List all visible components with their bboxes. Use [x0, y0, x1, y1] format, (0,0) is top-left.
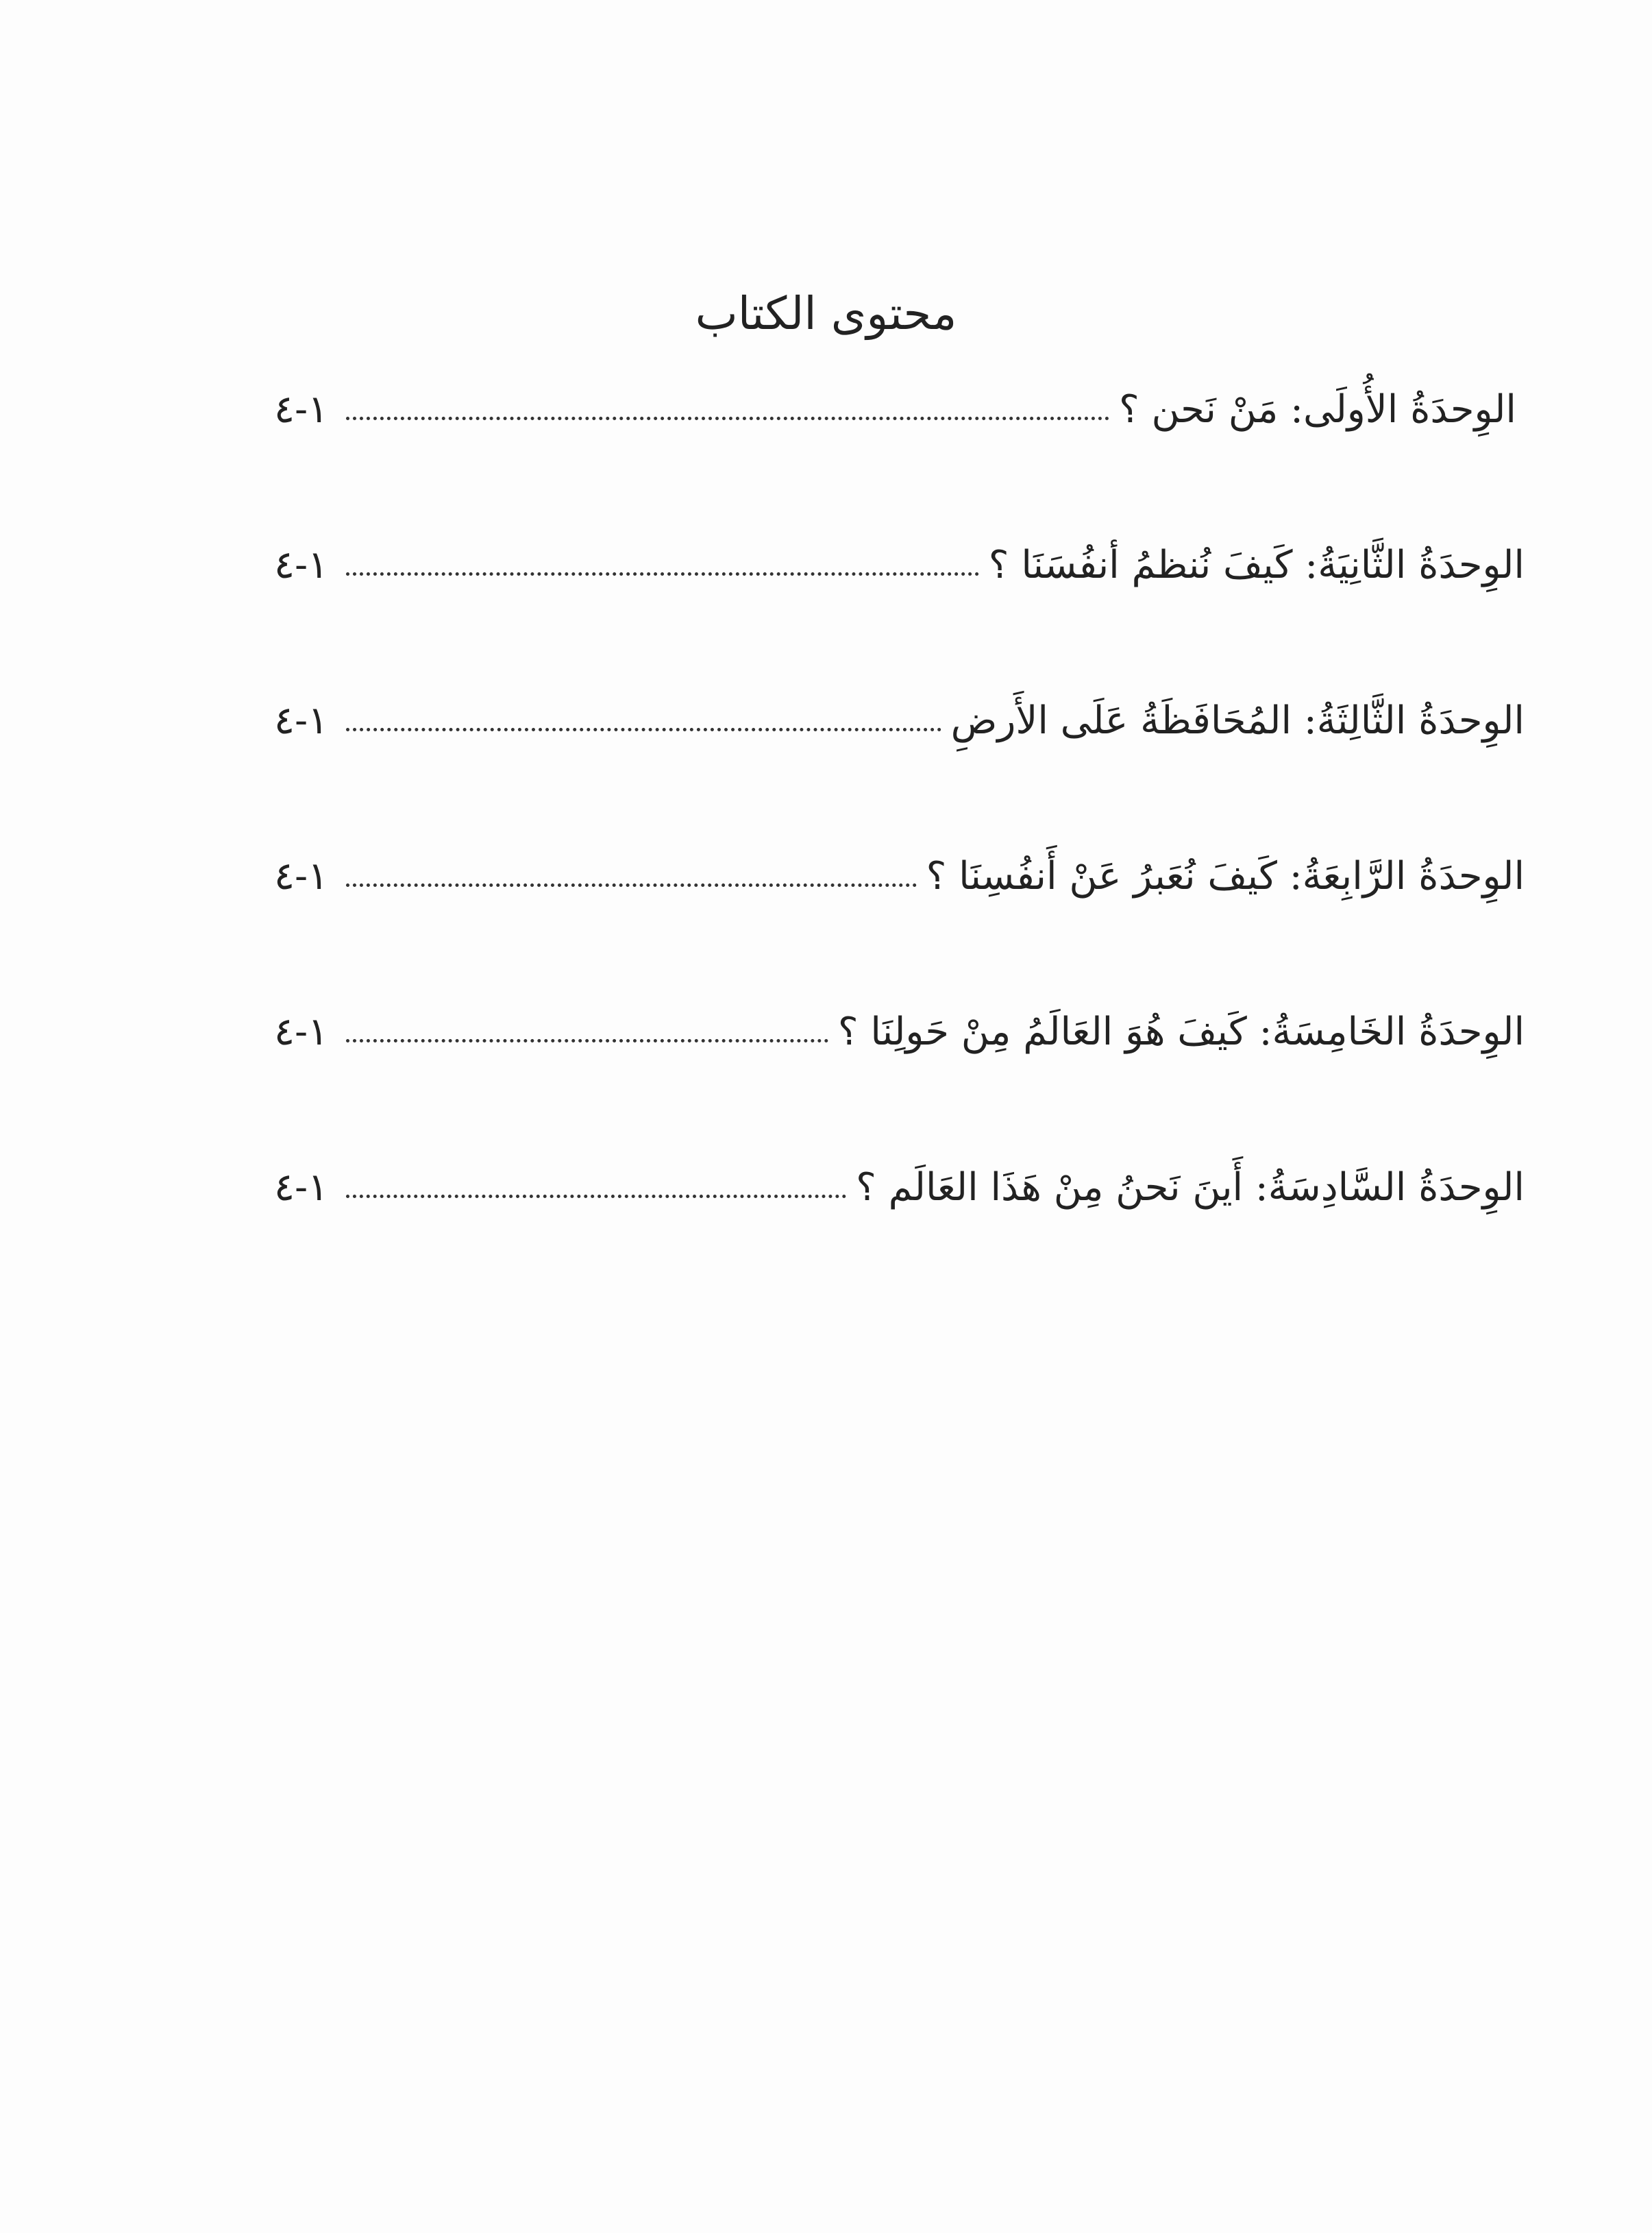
toc-entry-page-range: ١-٤ — [274, 698, 329, 744]
toc-entry-label: الوِحدَةُ الخَامِسَةُ: كَيفَ هُوَ العَالَمُ مِنْ حَولِنَا ؟ — [837, 1010, 1525, 1055]
toc-entry-label: الوِحدَةُ الرَّابِعَةُ: كَيفَ نُعَبرُ عَنْ أَنفُسِنَا ؟ — [926, 854, 1525, 899]
toc-entry-unit-3[interactable] — [274, 685, 1525, 746]
toc-entry-label: الوِحدَةُ السَّادِسَةُ: أَينَ نَحنُ مِنْ هَذَا العَالَم ؟ — [856, 1165, 1525, 1210]
toc-title: محتوى الكتاب — [695, 287, 957, 340]
toc-entry-unit-6[interactable] — [274, 1151, 1525, 1213]
dot-leader — [346, 883, 917, 887]
toc-entry-page-range: ١-٤ — [274, 387, 329, 432]
toc-entry-page-range: ١-٤ — [274, 1010, 329, 1055]
toc-entry-label: الوِحدَةُ الثَّالِثَةُ: المُحَافَظَةُ عَلَى الأَرضِ — [950, 698, 1525, 744]
toc-entry-unit-4[interactable] — [274, 840, 1525, 902]
dot-leader — [346, 417, 1109, 420]
dot-leader — [346, 1039, 828, 1042]
toc-entry-unit-2[interactable] — [274, 529, 1525, 591]
toc-entry-unit-1[interactable] — [274, 374, 1525, 435]
dot-leader — [346, 572, 979, 576]
toc-entry-label: الوِحدَةُ الأُولَى: مَنْ نَحن ؟ — [1119, 387, 1516, 432]
toc-entry-page-range: ١-٤ — [274, 543, 329, 588]
toc-list — [274, 374, 1525, 1307]
toc-entry-unit-5[interactable] — [274, 996, 1525, 1058]
toc-entry-page-range: ١-٤ — [274, 1165, 329, 1210]
dot-leader — [346, 728, 941, 731]
dot-leader — [346, 1195, 846, 1198]
toc-entry-page-range: ١-٤ — [274, 854, 329, 899]
toc-entry-label: الوِحدَةُ الثَّانِيَةُ: كَيفَ نُنظمُ أنفُسَنَا ؟ — [988, 543, 1525, 588]
